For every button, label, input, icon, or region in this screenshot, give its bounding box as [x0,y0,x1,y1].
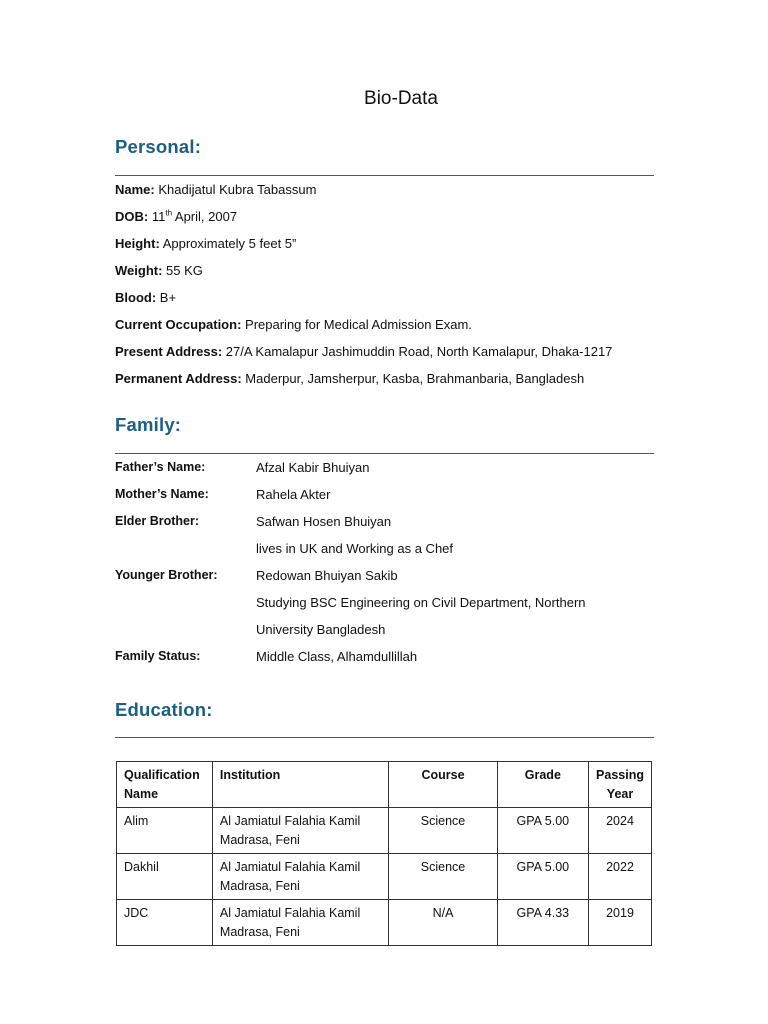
table-row [117,808,652,854]
cell-year: 2019 [589,900,652,946]
col-header-institution: Institution [212,762,388,808]
occupation-row [115,315,675,342]
cell-year: 2024 [589,808,652,854]
col-header-qualification: Qualification Name [117,762,213,808]
permanent-address-row [115,369,675,396]
cell-qualification: JDC [117,900,213,946]
family-row-label: Elder Brother: [115,514,200,528]
dob-label: DOB: [115,209,149,224]
table-row [117,854,652,900]
weight-label: Weight: [115,263,163,278]
height-row [115,234,675,261]
table-row [117,900,652,946]
family-divider [115,453,654,454]
present-address-value: 27/A Kamalapur Jashimuddin Road, North Kamalapur, Dhaka-1217 [225,344,613,359]
family-row [115,620,675,647]
col-header-course: Course [389,762,497,808]
cell-course: Science [389,854,497,900]
education-heading: Education: [115,699,213,720]
education-divider [115,737,654,738]
cell-qualification: Alim [117,808,213,854]
cell-institution: Al Jamiatul Falahia Kamil Madrasa, Feni [212,854,388,900]
col-header-passing-year: Passing Year [589,762,652,808]
occupation-value: Preparing for Medical Admission Exam. [245,317,472,332]
family-row-value: Rahela Akter [256,487,331,502]
personal-divider [115,175,654,176]
cell-qualification: Dakhil [117,854,213,900]
personal-details [115,180,675,396]
family-row-value: lives in UK and Working as a Chef [256,541,454,556]
family-row-value: Studying BSC Engineering on Civil Department, Northern [256,595,586,610]
family-row-value: Afzal Kabir Bhuiyan [256,460,370,475]
blood-row [115,288,675,315]
family-row [115,512,675,539]
cell-institution: Al Jamiatul Falahia Kamil Madrasa, Feni [212,900,388,946]
present-address-label: Present Address: [115,344,223,359]
family-details [115,458,675,674]
dob-day: 11 [151,209,166,224]
height-value: Approximately 5 feet 5” [162,236,297,251]
family-row-label: Family Status: [115,649,201,663]
personal-heading: Personal: [115,136,202,157]
family-row [115,593,675,620]
family-row [115,539,675,566]
family-row-value: Redowan Bhuiyan Sakib [256,568,398,583]
name-value: Khadijatul Kubra Tabassum [158,182,317,197]
dob-row [115,207,675,234]
weight-value: 55 KG [166,263,203,278]
weight-row [115,261,675,288]
cell-course: N/A [389,900,497,946]
blood-label: Blood: [115,290,157,305]
family-row-value: University Bangladesh [256,622,386,637]
occupation-label: Current Occupation: [115,317,242,332]
education-header-row [117,762,652,808]
cell-grade: GPA 5.00 [497,808,588,854]
dob-suffix: th [165,208,173,218]
family-row-label: Younger Brother: [115,568,218,582]
height-label: Height: [115,236,160,251]
family-row-value: Safwan Hosen Bhuiyan [256,514,392,529]
family-row-label: Father’s Name: [115,460,206,474]
cell-course: Science [389,808,497,854]
name-row [115,180,675,207]
cell-grade: GPA 5.00 [497,854,588,900]
dob-rest: April, 2007 [172,209,238,224]
family-row-label: Mother’s Name: [115,487,209,501]
family-heading: Family: [115,414,182,435]
name-label: Name: [115,182,155,197]
family-row [115,647,675,674]
permanent-address-label: Permanent Address: [115,371,242,386]
permanent-address-value: Maderpur, Jamsherpur, Kasba, Brahmanbaria, Bangladesh [245,371,585,386]
family-row [115,566,675,593]
document-title: Bio-Data [364,88,438,109]
family-row-value: Middle Class, Alhamdullillah [256,649,418,664]
present-address-row [115,342,675,369]
col-header-grade: Grade [497,762,588,808]
family-row [115,458,675,485]
cell-institution: Al Jamiatul Falahia Kamil Madrasa, Feni [212,808,388,854]
family-row [115,485,675,512]
blood-value: B+ [159,290,177,305]
education-table [116,761,652,946]
cell-grade: GPA 4.33 [497,900,588,946]
cell-year: 2022 [589,854,652,900]
